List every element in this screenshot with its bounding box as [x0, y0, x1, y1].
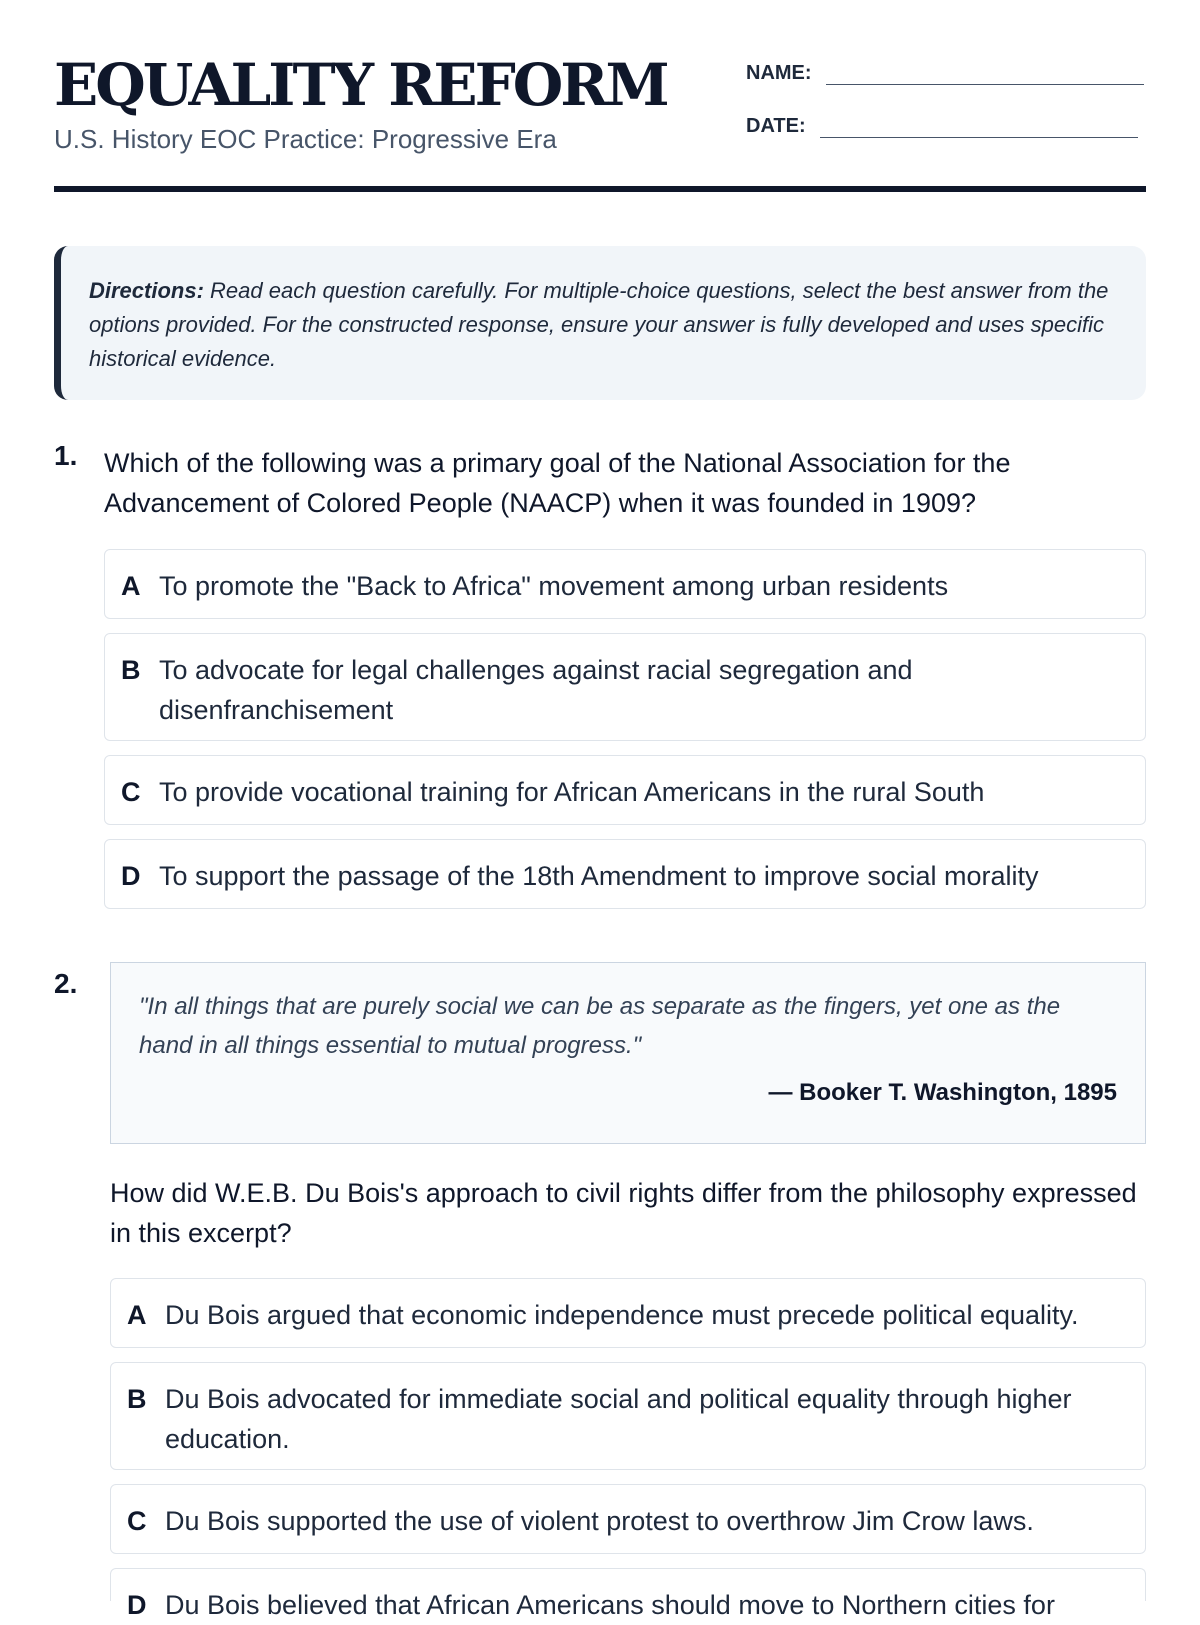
- option-text: Du Bois supported the use of violent protest to overthrow Jim Crow laws.: [165, 1506, 1034, 1536]
- primary-source-quote: [110, 962, 1146, 1144]
- worksheet-page: [54, 0, 1146, 1620]
- name-input-line[interactable]: [826, 65, 1144, 85]
- option-letter: C: [121, 777, 141, 807]
- option-text: To support the passage of the 18th Amendment to improve social morality: [159, 861, 1039, 891]
- date-input-line[interactable]: [820, 118, 1138, 138]
- question-1-number: 1.: [54, 440, 78, 471]
- question-2-stem: How did W.E.B. Du Bois's approach to civil rights differ from the philosophy expressed in this excerpt?: [110, 1178, 1137, 1248]
- option-letter: A: [121, 571, 141, 601]
- question-2-option-a[interactable]: [110, 1278, 1146, 1348]
- page-title: EQUALITY REFORM: [54, 51, 667, 119]
- option-text: Du Bois argued that economic independence must precede political equality.: [165, 1300, 1079, 1330]
- date-label: DATE:: [746, 115, 806, 137]
- question-2-option-d[interactable]: [110, 1568, 1146, 1620]
- name-label: NAME:: [746, 62, 812, 84]
- directions-text: Read each question carefully. For multiple-choice questions, select the best answer from the options provided. For the constructed response, ensure your answer is fully developed and uses specific historical evidence.: [89, 278, 1109, 371]
- name-field[interactable]: [746, 62, 1144, 85]
- question-1-option-c[interactable]: [104, 755, 1146, 825]
- question-2-option-c[interactable]: [110, 1484, 1146, 1554]
- question-1-option-a[interactable]: [104, 549, 1146, 619]
- option-letter: A: [127, 1300, 147, 1330]
- question-2-number: 2.: [54, 968, 78, 999]
- question-2-option-b[interactable]: [110, 1362, 1146, 1470]
- directions-box: [54, 246, 1146, 400]
- page-subtitle: U.S. History EOC Practice: Progressive Era: [54, 124, 557, 154]
- directions-label: Directions:: [89, 278, 204, 303]
- option-letter: D: [127, 1590, 147, 1620]
- option-text: To advocate for legal challenges against racial segregation and disenfranchisement: [159, 655, 913, 725]
- option-letter: D: [121, 861, 141, 891]
- option-letter: B: [127, 1384, 147, 1414]
- question-1-stem: Which of the following was a primary goal of the National Association for the Advancement of Colored People (NAACP) when it was founded in 1909?: [104, 448, 1011, 518]
- option-letter: C: [127, 1506, 147, 1536]
- option-letter: B: [121, 655, 141, 685]
- question-1-option-b[interactable]: [104, 633, 1146, 741]
- quote-attribution: — Booker T. Washington, 1895: [768, 1079, 1117, 1106]
- header-divider: [54, 186, 1146, 192]
- option-text: Du Bois believed that African Americans should move to Northern cities for: [165, 1590, 1055, 1620]
- option-text: Du Bois advocated for immediate social and political equality through higher education.: [165, 1384, 1072, 1454]
- option-text: To promote the "Back to Africa" movement among urban residents: [159, 571, 949, 601]
- question-1-option-d[interactable]: [104, 839, 1146, 909]
- date-field[interactable]: [746, 115, 1138, 138]
- option-text: To provide vocational training for African Americans in the rural South: [159, 777, 985, 807]
- quote-text: "In all things that are purely social we can be as separate as the fingers, yet one as the hand in all things essential to mutual progress.": [139, 993, 1061, 1059]
